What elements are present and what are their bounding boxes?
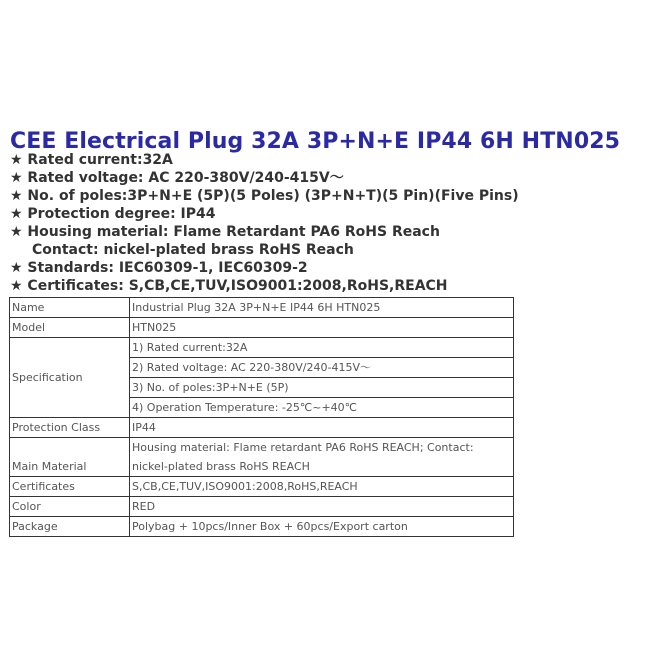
- protection-class-label: Protection Class: [10, 418, 130, 438]
- table-row: [10, 338, 514, 358]
- package-label: Package: [10, 517, 130, 537]
- feature-rated-current: ★ Rated current:32A: [10, 152, 173, 168]
- table-row: [10, 517, 514, 537]
- feature-standards: ★ Standards: IEC60309-1, IEC60309-2: [10, 260, 308, 276]
- package-value: Polybag + 10pcs/Inner Box + 60pcs/Export carton: [130, 517, 514, 537]
- color-label: Color: [10, 497, 130, 517]
- protection-class-value: IP44: [130, 418, 514, 438]
- table-row: [10, 438, 514, 477]
- feature-certificates: ★ Certificates: S,CB,CE,TUV,ISO9001:2008,RoHS,REACH: [10, 278, 448, 294]
- spec-value-4: 4) Operation Temperature: -25℃~+40℃: [130, 398, 514, 418]
- feature-list: [10, 151, 519, 295]
- table-row: [10, 298, 514, 318]
- table-row: [10, 418, 514, 438]
- feature-housing: ★ Housing material: Flame Retardant PA6 RoHS Reach: [10, 224, 440, 240]
- feature-rated-voltage: ★ Rated voltage: AC 220-380V/240-415V～: [10, 170, 344, 186]
- spec-value-1: 1) Rated current:32A: [130, 338, 514, 358]
- name-value: Industrial Plug 32A 3P+N+E IP44 6H HTN025: [130, 298, 514, 318]
- certificates-value: S,CB,CE,TUV,ISO9001:2008,RoHS,REACH: [130, 477, 514, 497]
- table-row: [10, 318, 514, 338]
- name-label: Name: [10, 298, 130, 318]
- specification-label: Specification: [10, 338, 130, 418]
- model-label: Model: [10, 318, 130, 338]
- spec-value-3: 3) No. of poles:3P+N+E (5P): [130, 378, 514, 398]
- feature-protection: ★ Protection degree: IP44: [10, 206, 216, 222]
- color-value: RED: [130, 497, 514, 517]
- table-row: [10, 477, 514, 497]
- main-material-label: Main Material: [10, 438, 130, 477]
- main-material-value: Housing material: Flame retardant PA6 RoHS REACH; Contact: nickel-plated brass RoHS REACH: [130, 438, 514, 477]
- table-row: [10, 497, 514, 517]
- model-value: HTN025: [130, 318, 514, 338]
- feature-poles: ★ No. of poles:3P+N+E (5P)(5 Poles) (3P+N+T)(5 Pin)(Five Pins): [10, 188, 519, 204]
- feature-contact: Contact: nickel-plated brass RoHS Reach: [32, 242, 354, 258]
- spec-value-2: 2) Rated voltage: AC 220-380V/240-415V～: [130, 358, 514, 378]
- certificates-label: Certificates: [10, 477, 130, 497]
- product-title: CEE Electrical Plug 32A 3P+N+E IP44 6H HTN025: [10, 129, 621, 154]
- spec-table: [9, 297, 514, 537]
